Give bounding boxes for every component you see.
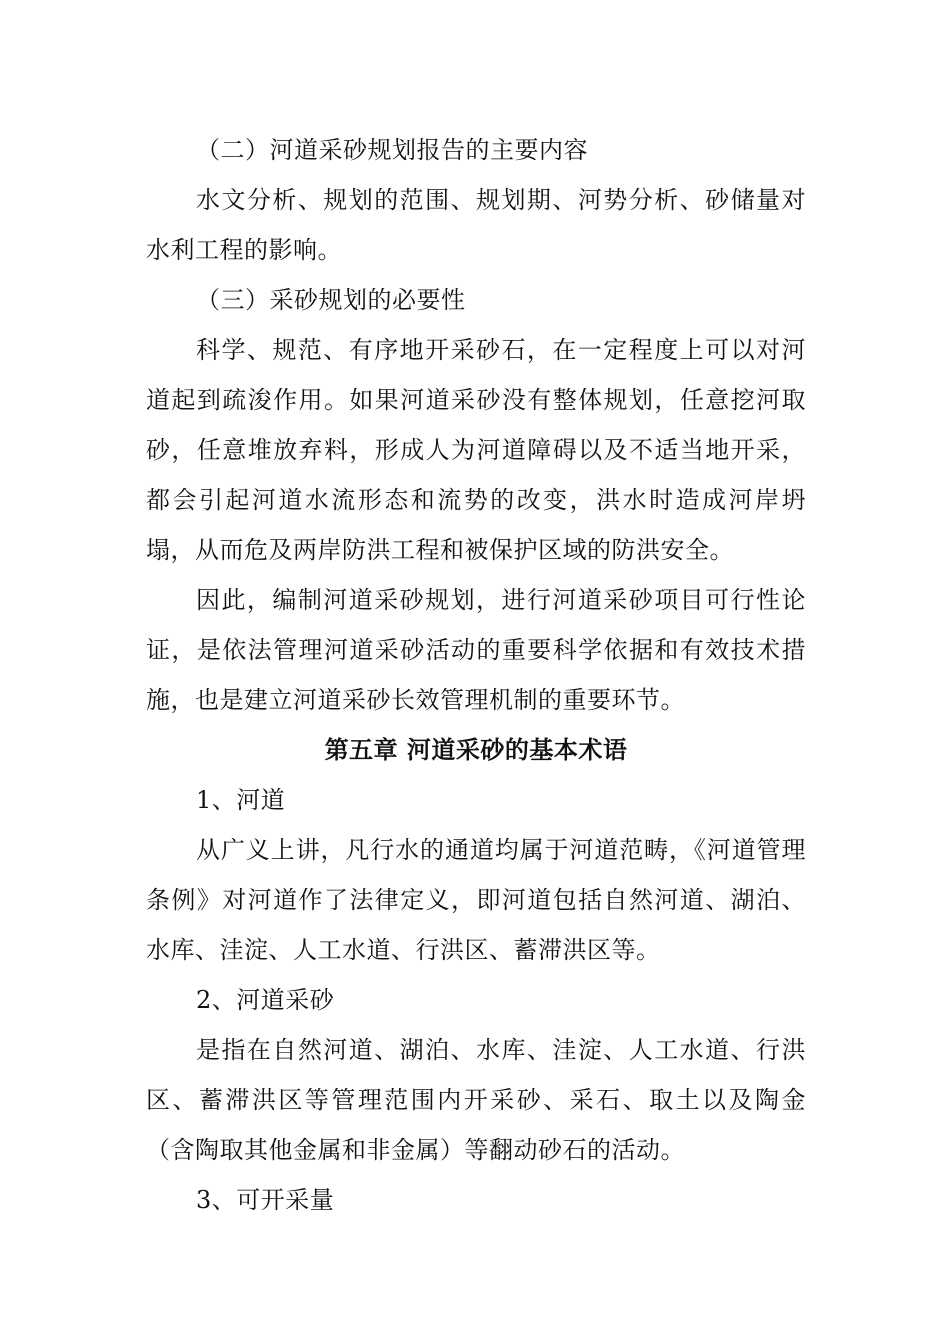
section-3-paragraph-2: 因此，编制河道采砂规划，进行河道采砂项目可行性论证，是依法管理河道采砂活动的重要科学依据和有效技术措施，也是建立河道采砂长效管理机制的重要环节。 [146, 586, 806, 714]
section-2-paragraph: 水文分析、规划的范围、规划期、河势分析、砂储量对水利工程的影响。 [146, 186, 806, 264]
section-heading-2: （二）河道采砂规划报告的主要内容 [196, 136, 588, 164]
chapter-title: 第五章 河道采砂的基本术语 [324, 736, 628, 764]
document-body [146, 125, 806, 1225]
term-3-heading: 3、可开采量 [196, 1186, 335, 1214]
section-heading-3: （三）采砂规划的必要性 [196, 286, 466, 314]
term-1-heading: 1、河道 [196, 786, 286, 814]
term-1-paragraph: 从广义上讲，凡行水的通道均属于河道范畴，《河道管理条例》对河道作了法律定义，即河道包括自然河道、湖泊、水库、洼淀、人工水道、行洪区、蓄滞洪区等。 [146, 836, 806, 964]
section-3-paragraph-1: 科学、规范、有序地开采砂石，在一定程度上可以对河道起到疏浚作用。如果河道采砂没有整体规划，任意挖河取砂，任意堆放弃料，形成人为河道障碍以及不适当地开采，都会引起河道水流形态和流势的改变，洪水时造成河岸坍塌，从而危及两岸防洪工程和被保护区域的防洪安全。 [146, 336, 806, 564]
term-2-heading: 2、河道采砂 [196, 986, 335, 1014]
term-2-paragraph: 是指在自然河道、湖泊、水库、洼淀、人工水道、行洪区、蓄滞洪区等管理范围内开采砂、采石、取土以及陶金（含陶取其他金属和非金属）等翻动砂石的活动。 [146, 1036, 806, 1164]
